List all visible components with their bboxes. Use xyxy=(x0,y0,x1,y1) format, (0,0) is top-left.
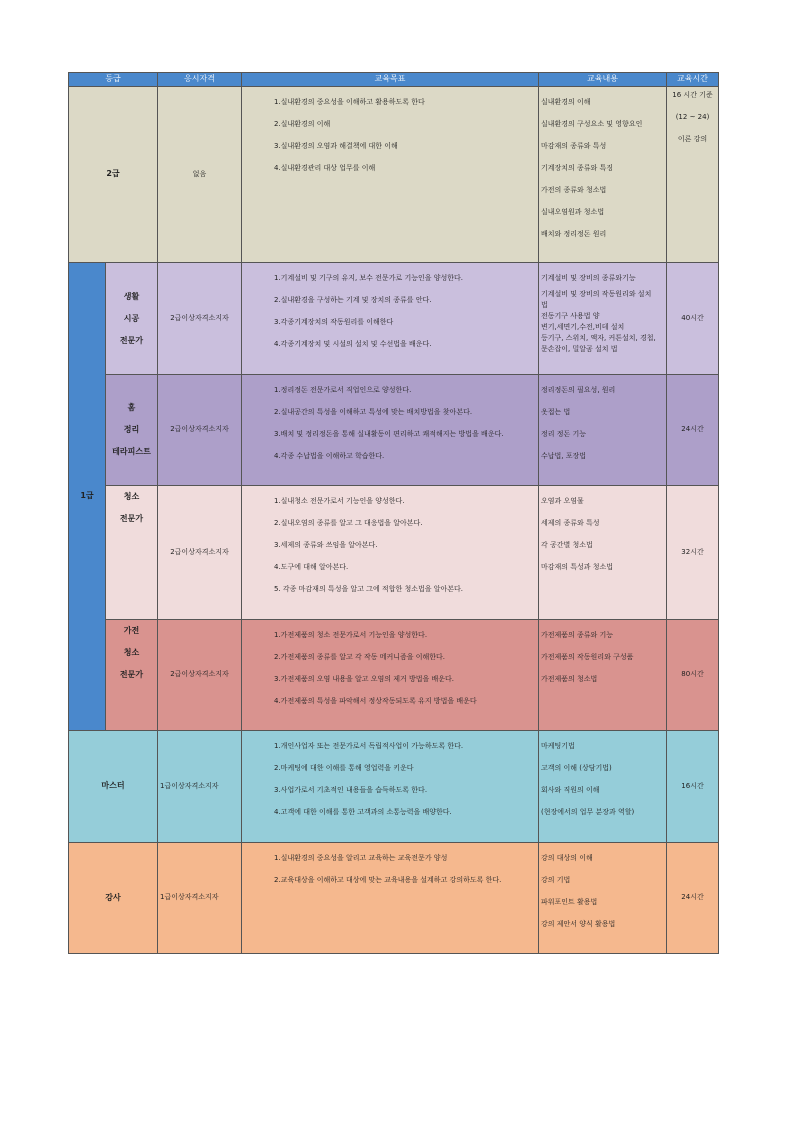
goal-item: 3.가전제품의 오염 내용을 알고 오염의 제거 방법을 배운다. xyxy=(274,675,455,683)
title-line: 정리 xyxy=(123,425,140,434)
goal-item: 4.각종 수납법을 이해하고 학습한다. xyxy=(274,452,385,460)
goal-item: 1.실내환경의 중요성을 알리고 교육하는 교육전문가 양성 xyxy=(274,854,448,862)
goal-item: 1.개인사업자 또는 전문가로서 독립적사업이 가능하도록 한다. xyxy=(274,742,464,750)
track-time: 40시간 xyxy=(667,263,719,375)
goal-item: 1.정리정돈 전문가로서 직업인으로 양성한다. xyxy=(274,386,412,394)
content-item: 오염과 오염물 xyxy=(541,497,584,505)
time-line: 이론 강의 xyxy=(677,135,708,143)
content-item: 실내환경의 이해 xyxy=(541,98,591,106)
title-line: 청소 xyxy=(123,492,140,501)
goal-item: 1.실내청소 전문가로서 기능인을 양성한다. xyxy=(274,497,405,505)
content-item: 가전제품의 작동원리와 구성품 xyxy=(541,653,634,661)
header-goal: 교육목표 xyxy=(242,73,539,87)
master-row xyxy=(69,731,719,843)
grade1-name: 1급 xyxy=(69,263,106,731)
lecturer-time: 24시간 xyxy=(667,843,719,954)
goal-item: 3.사업가로서 기초적인 내용들을 습득하도록 한다. xyxy=(274,786,428,794)
content-item: 강의 제안서 양식 활용법 xyxy=(541,920,616,928)
track-goals xyxy=(242,486,539,620)
time-line: (12 ~ 24) xyxy=(675,113,710,121)
title-line: 가전 xyxy=(123,626,140,635)
title-line: 생활 xyxy=(123,291,140,301)
title-line: 전문가 xyxy=(119,335,144,345)
content-line: 법 xyxy=(541,301,548,309)
content-item: 가전제품의 종류와 기능 xyxy=(541,631,614,639)
goal-item: 3.세제의 종류와 쓰임을 알아본다. xyxy=(274,541,378,549)
content-item: 옷접는 법 xyxy=(541,408,571,416)
content-item: 각 공간별 청소법 xyxy=(541,541,593,549)
content-line: 문손잡이, 밀알곰 설치 법 xyxy=(541,345,618,353)
goal-item: 4.도구에 대해 알아본다. xyxy=(274,563,349,571)
time-line: 16 시간 기준 xyxy=(672,91,713,99)
goal-item: 1.기계설비 및 기구의 유지, 보수 전문가로 기능인을 양성한다. xyxy=(274,274,463,282)
goal-item: 2.가전제품의 종류를 알고 각 작동 메커니즘을 이해한다. xyxy=(274,653,446,661)
content-line: 등기구, 스위치, 액자, 커튼설치, 경첩, xyxy=(541,334,656,342)
goal-item: 3.실내환경의 오염과 해결책에 대한 이해 xyxy=(274,142,398,150)
grade2-time xyxy=(667,87,719,263)
content-item: (현장에서의 업무 분장과 역할) xyxy=(541,808,635,816)
title-line: 홈 xyxy=(127,403,136,412)
content-item: 기계장치의 종류와 특징 xyxy=(541,164,614,172)
header-qualification: 응시자격 xyxy=(158,73,242,87)
title-line: 청소 xyxy=(123,648,140,657)
lecturer-name: 강사 xyxy=(69,843,158,954)
grade2-row xyxy=(69,87,719,263)
content-line: 변기,세면기,수전,비데 설치 xyxy=(541,323,625,331)
grade1-track-row xyxy=(69,375,719,486)
content-item: 고객의 이해 (상담기법) xyxy=(541,764,612,772)
track-contents xyxy=(539,375,667,486)
goal-item: 3.배치 및 정리정돈을 통해 실내활동이 편리하고 쾌적해지는 방법을 배운다. xyxy=(274,430,504,438)
track-goals xyxy=(242,620,539,731)
track-qualification: 2급이상자격소지자 xyxy=(158,263,242,375)
content-item: 마감재의 특성과 청소법 xyxy=(541,563,614,571)
content-item: 정리 정돈 기능 xyxy=(541,430,587,438)
goal-item: 5. 각종 마감재의 특성을 알고 그에 적합한 청소법을 알아본다. xyxy=(274,585,463,593)
grade2-contents xyxy=(539,87,667,263)
goal-item: 2.실내환경의 이해 xyxy=(274,120,331,128)
goal-item: 2.마케팅에 대한 이해를 통해 영업력을 키운다 xyxy=(274,764,414,772)
goal-item: 2.실내공간의 특성을 이해하고 특성에 맞는 배치방법을 찾아본다. xyxy=(274,408,473,416)
content-item: 배치와 정리정돈 원리 xyxy=(541,230,607,238)
grade1-track-row xyxy=(69,263,719,375)
content-item: 파워포인트 활용법 xyxy=(541,898,598,906)
goal-item: 4.가전제품의 특성을 파악해서 정상작동되도록 유지 방법을 배운다 xyxy=(274,697,477,705)
track-title xyxy=(106,620,158,731)
grade2-qualification: 없음 xyxy=(158,87,242,263)
title-line: 전문가 xyxy=(119,670,144,679)
content-item: 수납법, 포장법 xyxy=(541,452,587,460)
track-qualification: 2급이상자격소지자 xyxy=(158,375,242,486)
content-item: 마감재의 종류와 특성 xyxy=(541,142,607,150)
grade2-goals xyxy=(242,87,539,263)
track-contents xyxy=(539,263,667,375)
lecturer-qualification: 1급이상자격소지자 xyxy=(158,843,242,954)
content-item: 가전제품의 청소법 xyxy=(541,675,598,683)
track-goals xyxy=(242,375,539,486)
goal-item: 2.실내오염의 종류를 알고 그 대응법을 알아본다. xyxy=(274,519,423,527)
track-contents xyxy=(539,486,667,620)
track-title xyxy=(106,263,158,375)
track-contents xyxy=(539,620,667,731)
master-contents xyxy=(539,731,667,843)
goal-item: 1.가전제품의 청소 전문가로서 기능인을 양성한다. xyxy=(274,631,428,639)
track-goals xyxy=(242,263,539,375)
track-time: 32시간 xyxy=(667,486,719,620)
title-line: 전문가 xyxy=(119,514,144,523)
goal-item: 1.실내환경의 중요성을 이해하고 활용하도록 한다 xyxy=(274,98,425,106)
track-qualification: 2급이상자격소지자 xyxy=(158,620,242,731)
content-line: 전동기구 사용법 양 xyxy=(541,312,600,320)
lecturer-contents xyxy=(539,843,667,954)
header-grade: 등급 xyxy=(69,73,158,87)
goal-item: 4.실내환경관리 대상 업무를 이해 xyxy=(274,164,376,172)
curriculum-table xyxy=(68,72,719,954)
content-item: 마케팅기법 xyxy=(541,742,575,750)
goal-item: 2.교육대상을 이해하고 대상에 맞는 교육내용을 설계하고 강의하도록 한다. xyxy=(274,876,502,884)
content-item: 세제의 종류와 특성 xyxy=(541,519,600,527)
content-item: 회사와 직원의 이해 xyxy=(541,786,600,794)
master-goals xyxy=(242,731,539,843)
title-line: 시공 xyxy=(123,313,140,323)
content-item: 가전의 종류와 청소법 xyxy=(541,186,607,194)
master-name: 마스터 xyxy=(69,731,158,843)
grade1-track-row xyxy=(69,486,719,620)
lecturer-goals xyxy=(242,843,539,954)
content-item: 실내오염원과 청소법 xyxy=(541,208,605,216)
content-item: 강의 기법 xyxy=(541,876,571,884)
track-time: 24시간 xyxy=(667,375,719,486)
header-content: 교육내용 xyxy=(539,73,667,87)
header-time: 교육시간 xyxy=(667,73,719,87)
content-line: 기계설비 및 장비의 작동원리와 설치 xyxy=(541,290,652,298)
header-row xyxy=(69,73,719,87)
content-item: 기계설비 및 장비의 종류와기능 xyxy=(541,274,636,282)
track-qualification: 2급이상자격소지자 xyxy=(158,486,242,620)
track-title xyxy=(106,486,158,620)
goal-item: 3.각종기계장치의 작동원리를 이해한다 xyxy=(274,318,394,326)
lecturer-row xyxy=(69,843,719,954)
master-time: 16시간 xyxy=(667,731,719,843)
grade1-track-row xyxy=(69,620,719,731)
master-qualification: 1급이상자격소지자 xyxy=(158,731,242,843)
grade2-name: 2급 xyxy=(69,87,158,263)
content-item: 실내환경의 구성요소 및 영향요인 xyxy=(541,120,643,128)
track-title xyxy=(106,375,158,486)
content-item: 강의 대상의 이해 xyxy=(541,854,593,862)
goal-item: 2.실내환경을 구성하는 기계 및 장치의 종류를 안다. xyxy=(274,296,432,304)
content-item: 정리정돈의 필요성, 원리 xyxy=(541,386,616,394)
goal-item: 4.고객에 대한 이해를 통한 고객과의 소통능력을 배양한다. xyxy=(274,808,452,816)
track-time: 80시간 xyxy=(667,620,719,731)
title-line: 테라피스트 xyxy=(112,447,151,456)
goal-item: 4.각종기계장치 및 시설의 설치 및 수선법을 배운다. xyxy=(274,340,432,348)
